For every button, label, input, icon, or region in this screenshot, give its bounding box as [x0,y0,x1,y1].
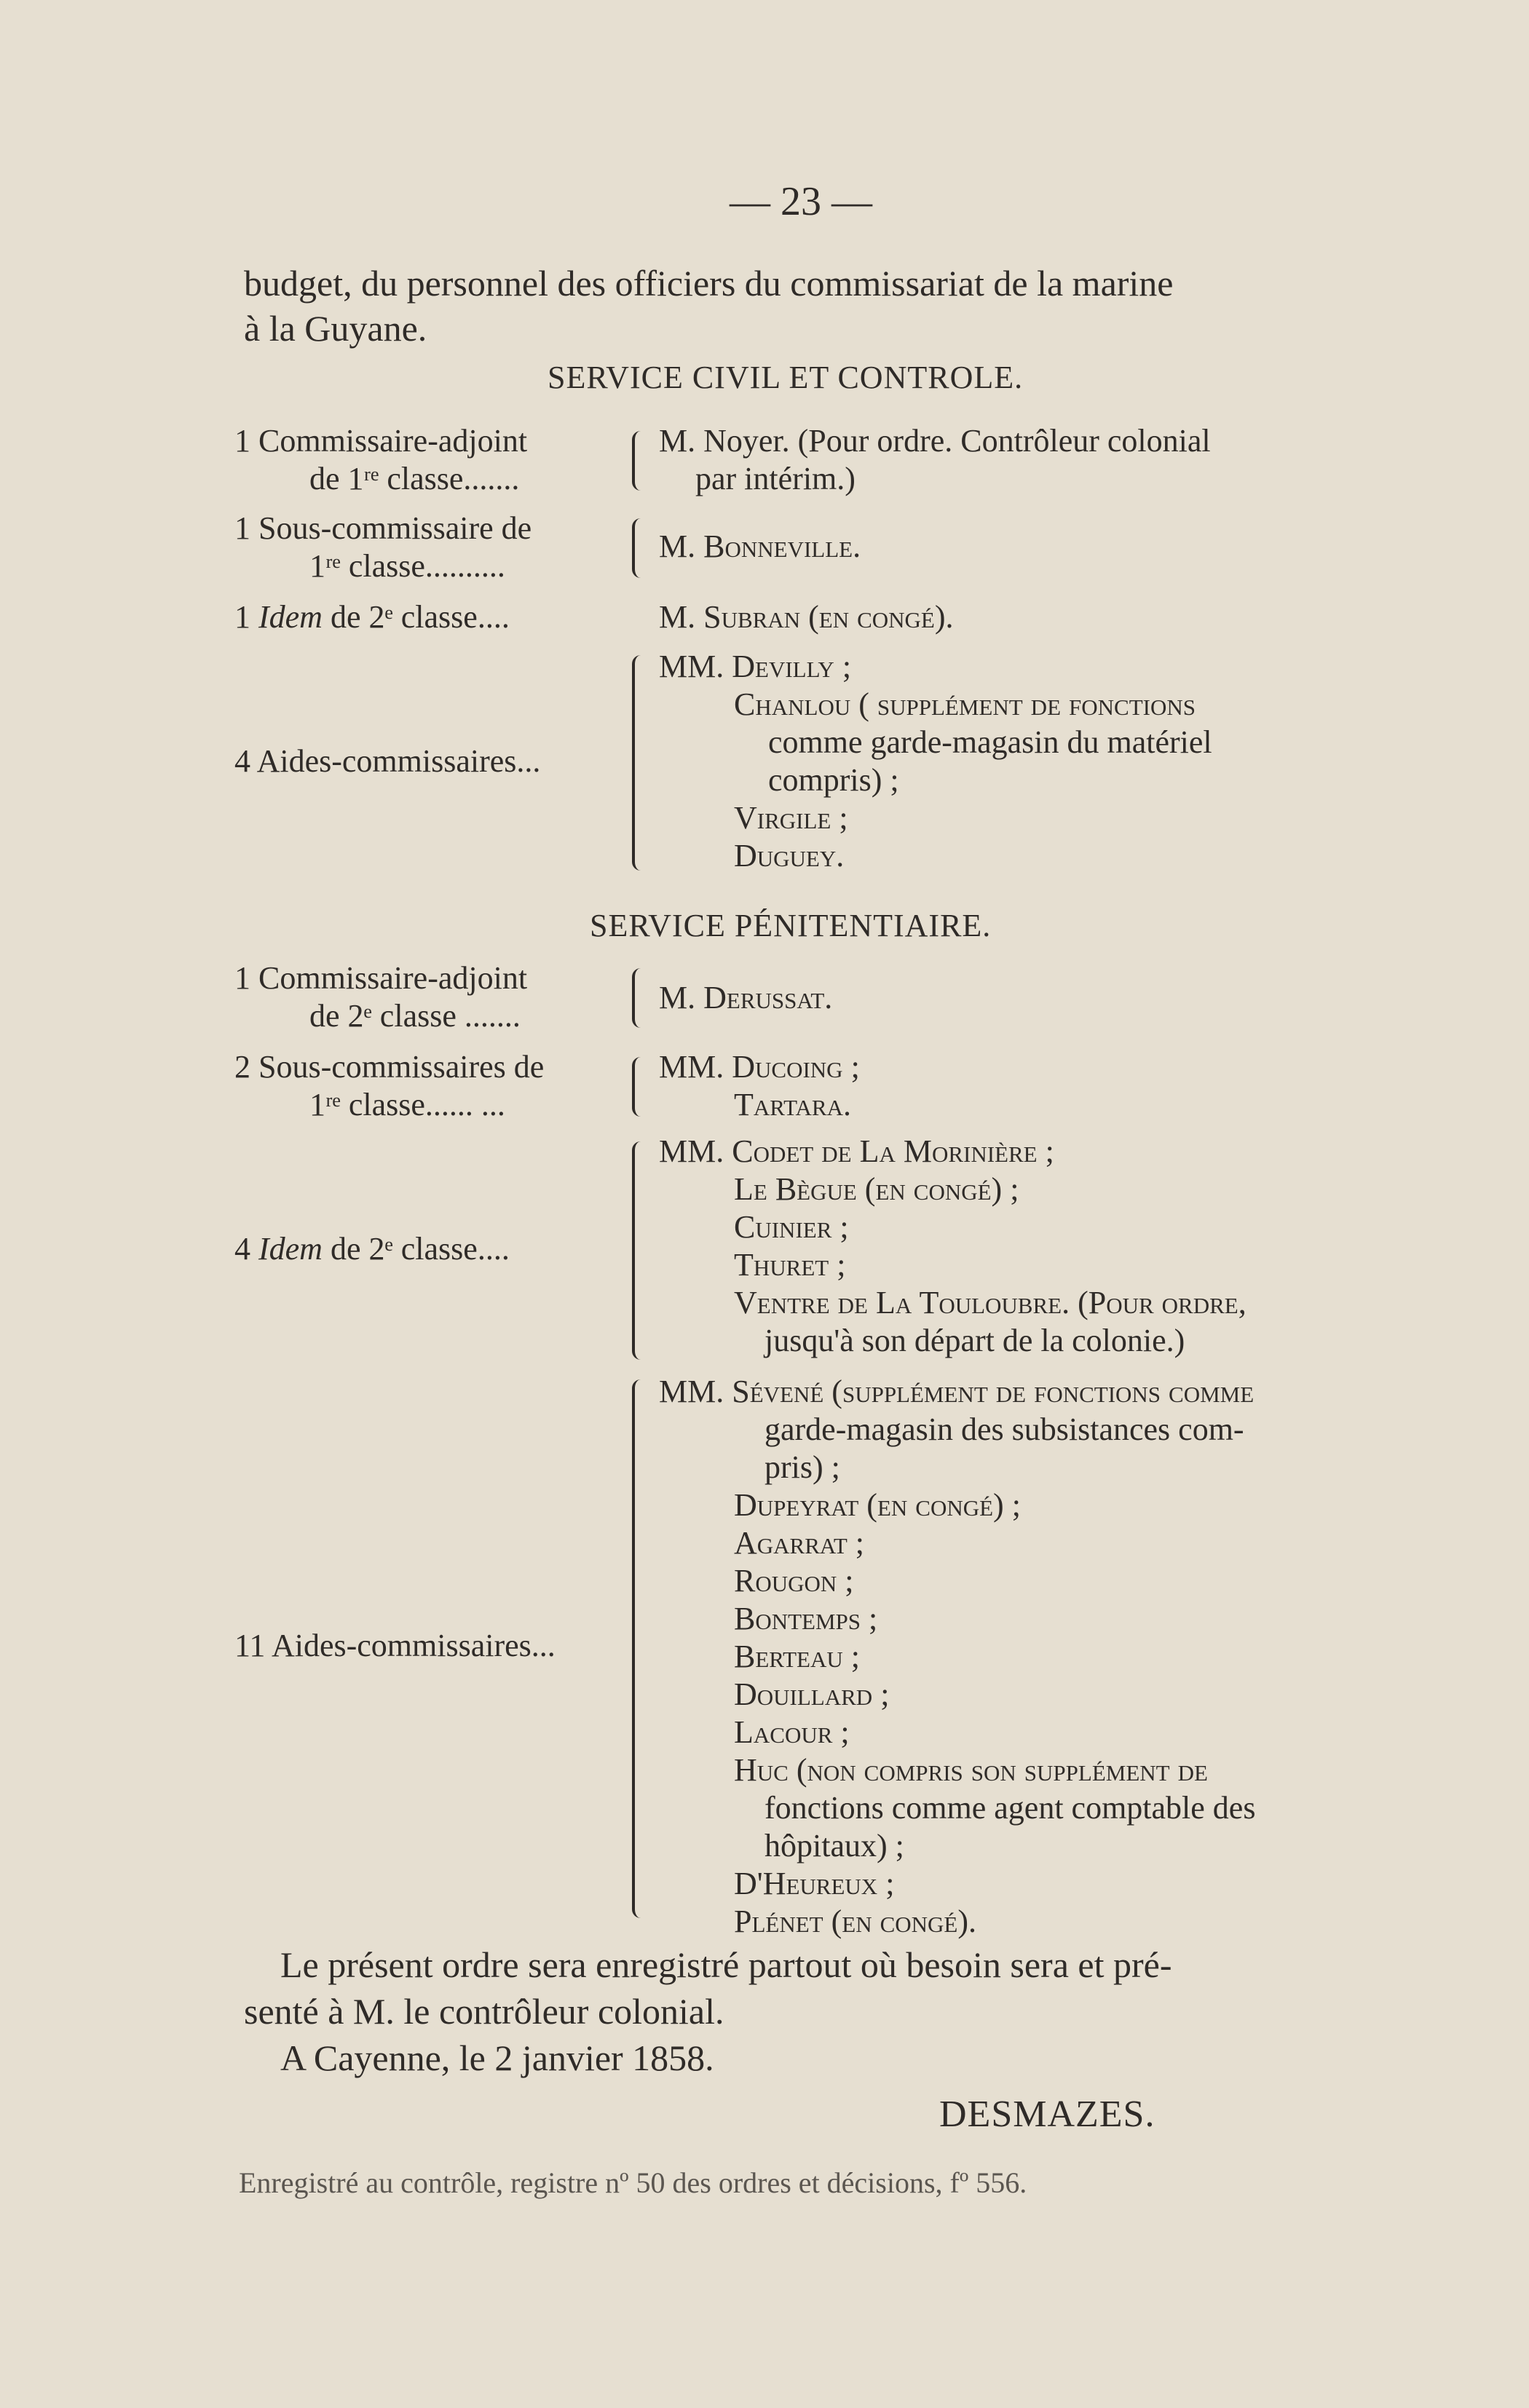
penit-name-3-line-5: Ventre de La Touloubre. (Pour ordre, [734,1285,1246,1320]
civil-name-4-line-3: comme garde-magasin du matériel [768,724,1212,760]
page-number: — 23 — [730,179,872,224]
section-heading-civil: SERVICE CIVIL ET CONTROLE. [548,360,1024,395]
penit-name-3-line-2: Le Bègue (en congé) ; [734,1171,1019,1207]
penit-rank-1-line-2: de 2ᵉ classe ....... [309,998,521,1034]
penit-name-2-line-2: Tartara. [734,1087,851,1122]
penit-name-4-line-6: Rougon ; [734,1563,854,1599]
civil-rank-3-idem: Idem [258,599,323,635]
penit-rank-2-line-2: 1ʳᵉ classe...... ... [309,1087,505,1122]
brace [632,518,645,578]
penit-name-2-line-1: MM. Ducoing ; [659,1049,860,1085]
civil-name-2: M. Bonneville. [659,528,861,564]
penit-name-1: M. Derussat. [659,980,833,1015]
brace [632,1141,645,1360]
penit-name-3-line-4: Thuret ; [734,1247,846,1283]
civil-rank-2-line-1: 1 Sous-commissaire de [234,510,532,546]
penit-name-4-line-5: Agarrat ; [734,1525,865,1561]
footnote: Enregistré au contrôle, registre nº 50 des ordres et décisions, fº 556. [239,2166,1027,2199]
civil-rank-2-line-2: 1ʳᵉ classe.......... [309,548,505,584]
penit-name-4-line-14: D'Heureux ; [734,1866,895,1901]
civil-rank-4: 4 Aides-commissaires... [234,743,541,779]
civil-rank-1-line-1: 1 Commissaire-adjoint [234,423,528,459]
closing-line-2: senté à M. le contrôleur colonial. [244,1991,724,2032]
penit-name-3-line-3: Cuinier ; [734,1209,849,1245]
brace [632,1379,645,1918]
penit-name-3-line-6: jusqu'à son départ de la colonie.) [764,1323,1185,1358]
penit-name-4-line-7: Bontemps ; [734,1601,878,1636]
civil-name-1-line-2: par intérim.) [695,461,856,496]
closing-line-3: A Cayenne, le 2 janvier 1858. [280,2037,714,2078]
civil-rank-3-rest: de 2ᵉ classe.... [330,599,510,635]
brace [632,655,645,871]
penit-rank-3 [234,1230,510,1268]
civil-name-3: M. Subran (en congé). [659,599,954,635]
penit-rank-3-count: 4 [234,1231,250,1267]
penit-name-4-line-1: MM. Sévené (supplément de fonctions comme [659,1374,1255,1409]
penit-name-4-line-9: Douillard ; [734,1676,890,1712]
penit-name-4-line-8: Berteau ; [734,1639,860,1674]
section-heading-penitentiaire: SERVICE PÉNITENTIAIRE. [590,908,992,943]
penit-rank-4: 11 Aides-commissaires... [234,1628,556,1663]
civil-rank-3-count: 1 [234,599,250,635]
civil-name-4-line-5: Virgile ; [734,800,848,836]
civil-name-1-line-1: M. Noyer. (Pour ordre. Contrôleur colonial [659,423,1211,459]
intro-line-1: budget, du personnel des officiers du commissariat de la marine [244,263,1174,304]
brace [632,431,645,491]
civil-name-4-line-6: Duguey. [734,838,845,874]
penit-name-4-line-12: fonctions comme agent comptable des [764,1790,1256,1826]
civil-rank-1-line-2: de 1ʳᵉ classe....... [309,461,520,496]
penit-rank-1-line-1: 1 Commissaire-adjoint [234,960,528,996]
penit-name-4-line-2: garde-magasin des subsistances com- [764,1411,1244,1447]
penit-name-4-line-13: hôpitaux) ; [764,1828,904,1864]
penit-name-4-line-4: Dupeyrat (en congé) ; [734,1487,1021,1523]
intro-line-2: à la Guyane. [244,308,427,349]
penit-name-4-line-11: Huc (non compris son supplément de [734,1752,1208,1788]
signature: DESMAZES. [939,2094,1155,2135]
penit-name-4-line-3: pris) ; [764,1449,840,1485]
brace [632,1057,645,1117]
penit-name-4-line-10: Lacour ; [734,1714,850,1750]
civil-rank-3 [234,598,510,636]
penit-rank-3-rest: de 2ᵉ classe.... [330,1231,510,1267]
civil-name-4-line-4: compris) ; [768,762,899,798]
civil-name-4-line-2: Chanlou ( supplément de fonctions [734,686,1196,722]
penit-rank-2-line-1: 2 Sous-commissaires de [234,1049,545,1085]
brace [632,968,645,1028]
penit-rank-3-idem: Idem [258,1231,323,1267]
civil-name-4-line-1: MM. Devilly ; [659,649,852,684]
penit-name-4-line-15: Plénet (en congé). [734,1904,977,1939]
penit-name-3-line-1: MM. Codet de La Morinière ; [659,1133,1054,1169]
closing-line-1: Le présent ordre sera enregistré partout où besoin sera et pré- [280,1944,1172,1985]
